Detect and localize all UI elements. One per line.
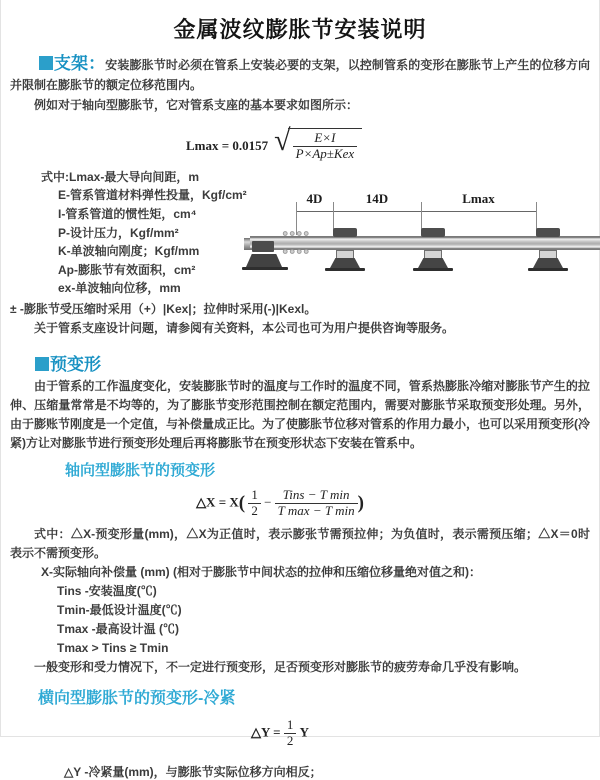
sqrt-icon: √ xyxy=(274,124,291,157)
x-definition-line: X-实际轴向补偿量 (mm) (相对于膨胀节中间状态的拉伸和压缩位移量绝对值之和)： xyxy=(41,564,481,579)
support-cap xyxy=(333,228,357,237)
radical xyxy=(274,125,362,162)
plus-minus-note: ± -膨胀节受压缩时采用（+）|Kex|；拉伸时采用(-)|Kexl。 xyxy=(10,302,317,317)
dx-formula-numerator: Tins − T min xyxy=(275,488,358,504)
support-skirt xyxy=(330,258,360,268)
preform-section-heading: 预变形 xyxy=(50,355,101,375)
lmax-formula-lhs: Lmax = 0.0157 xyxy=(186,138,269,153)
support-neck xyxy=(539,250,557,259)
support-base xyxy=(528,268,568,271)
lmax-formula xyxy=(186,125,599,162)
anchor-base xyxy=(242,267,288,270)
support-example-line: 例如对于轴向型膨胀节，它对管系支座的基本要求如图所示： xyxy=(34,98,359,112)
support-base xyxy=(413,268,453,271)
definition-line: I-管系管道的惯性矩，cm⁴ xyxy=(58,207,197,222)
bellows-icon xyxy=(282,247,310,256)
dx-formula-lhs: △X = X xyxy=(196,494,239,510)
temp-fraction xyxy=(275,488,358,519)
dimension-tick xyxy=(333,202,334,229)
pipe-support xyxy=(526,228,570,272)
support-intro-paragraph xyxy=(10,54,590,95)
support-skirt xyxy=(533,258,563,268)
anchor-block xyxy=(252,241,274,252)
support-intro-text: 安装膨胀节时必须在管系上安装必要的支架，以控制管系的变形在膨胀节上产生的位移方向并限制在膨胀节的额定位移范围内。 xyxy=(10,58,590,92)
half-numerator: 1 xyxy=(248,488,261,504)
page-title: 金属波纹膨胀节安装说明 xyxy=(173,17,427,42)
half-fraction xyxy=(248,488,261,519)
pipe-support-diagram xyxy=(244,191,600,287)
open-paren: ( xyxy=(238,492,246,514)
preform-heading-row xyxy=(35,350,599,375)
dy-formula-lhs: △Y = xyxy=(251,724,281,740)
temp-line: Tmax -最高设计温 (℃) xyxy=(57,621,180,636)
pipe-support xyxy=(411,228,455,272)
dx-formula-denominator: T max − T min xyxy=(277,502,355,518)
section-bullet-icon xyxy=(35,357,49,371)
support-base xyxy=(325,268,365,271)
support-section-heading: 支架： xyxy=(53,54,106,73)
definition-line: 式中:Lmax-最大导向间距，m xyxy=(41,169,200,184)
dy-formula xyxy=(1,718,559,749)
dimension-tick xyxy=(536,202,537,229)
support-cap xyxy=(536,228,560,237)
dx-formula xyxy=(1,488,559,519)
preform-body-paragraph: 由于管系的工作温度变化，安装膨胀节时的温度与工作时的温度不同，管系热膨胀冷缩对膨胀节产生的拉伸、压缩量常常是不均等的，为了膨胀节变形范围控制在额定范围内，需要对膨胀节采取预变形处理。另外，由于膨账节刚度是一个定值，与补偿量成正比。为了使膨胀节位移对管系的作用力最小，也可以采用预变形(冷紧)方让对膨胀节进行预变形处理后再将膨胀节在预变形状态下安装在管系中。 xyxy=(10,379,591,451)
dy-formula-rhs: Y xyxy=(299,724,309,740)
half-denominator: 2 xyxy=(286,732,294,748)
axial-subsection-heading: 轴向型膨胀节的预变形 xyxy=(65,462,216,480)
dimension-tick xyxy=(421,202,422,229)
dimension-line xyxy=(296,211,536,212)
lmax-formula-denominator: P×Ap±Kex xyxy=(295,145,355,161)
dx-note-paragraph: 式中：△X-预变形量(mm)，△X为正值时，表示膨张节需预拉伸；为负值时，表示需预压缩；△X＝0时表示不需预变形。 xyxy=(10,526,590,560)
anchor-support xyxy=(246,254,282,267)
fatigue-note-line: 一般变形和受力情况下，不一定进行预变形，足否预变形对膨胀节的疲劳寿命几乎没有影响。 xyxy=(34,659,527,674)
dy-note-line: △Y -冷紧量(mm)，与膨胀节实际位移方向相反； xyxy=(64,764,322,779)
half-denominator: 2 xyxy=(251,502,258,518)
definition-line: ex-单波轴向位移，mm xyxy=(58,281,181,296)
support-cap xyxy=(421,228,445,237)
half-fraction xyxy=(284,718,297,749)
definition-line: P-设计压力，Kgf/mm² xyxy=(58,225,179,240)
bellows-icon xyxy=(282,229,310,238)
section-bullet-icon xyxy=(39,56,53,70)
temperature-definitions xyxy=(57,582,599,658)
dim-label-lmax: Lmax xyxy=(462,191,495,206)
temp-line: Tmax > Tins ≥ Tmin xyxy=(57,640,169,655)
lateral-subsection-heading: 横向型膨胀节的预变形-冷紧 xyxy=(38,689,236,707)
service-note: 关于管系支座设计问题，请参阅有关资料，本公司也可为用户提供咨询等服务。 xyxy=(34,321,455,336)
minus-sign: − xyxy=(264,494,272,510)
half-numerator: 1 xyxy=(284,718,297,734)
support-skirt xyxy=(418,258,448,268)
dim-label-14d: 14D xyxy=(365,191,389,206)
temp-line: Tins -安装温度(℃) xyxy=(57,583,157,598)
dim-label-4d: 4D xyxy=(306,191,323,206)
support-neck xyxy=(336,250,354,259)
definition-line: E-管系管道材料弹性投量，Kgf/cm² xyxy=(58,188,247,203)
close-paren: ) xyxy=(357,492,364,514)
temp-line: Tmin-最低设计温度(℃) xyxy=(57,602,182,617)
definition-line: Ap-膨胀节有效面积，cm² xyxy=(58,262,196,277)
definition-line: K-单波轴向刚度；Kgf/mm xyxy=(58,244,200,259)
lmax-formula-numerator: E×I xyxy=(293,131,358,147)
pipe-support xyxy=(323,228,367,272)
support-neck xyxy=(424,250,442,259)
